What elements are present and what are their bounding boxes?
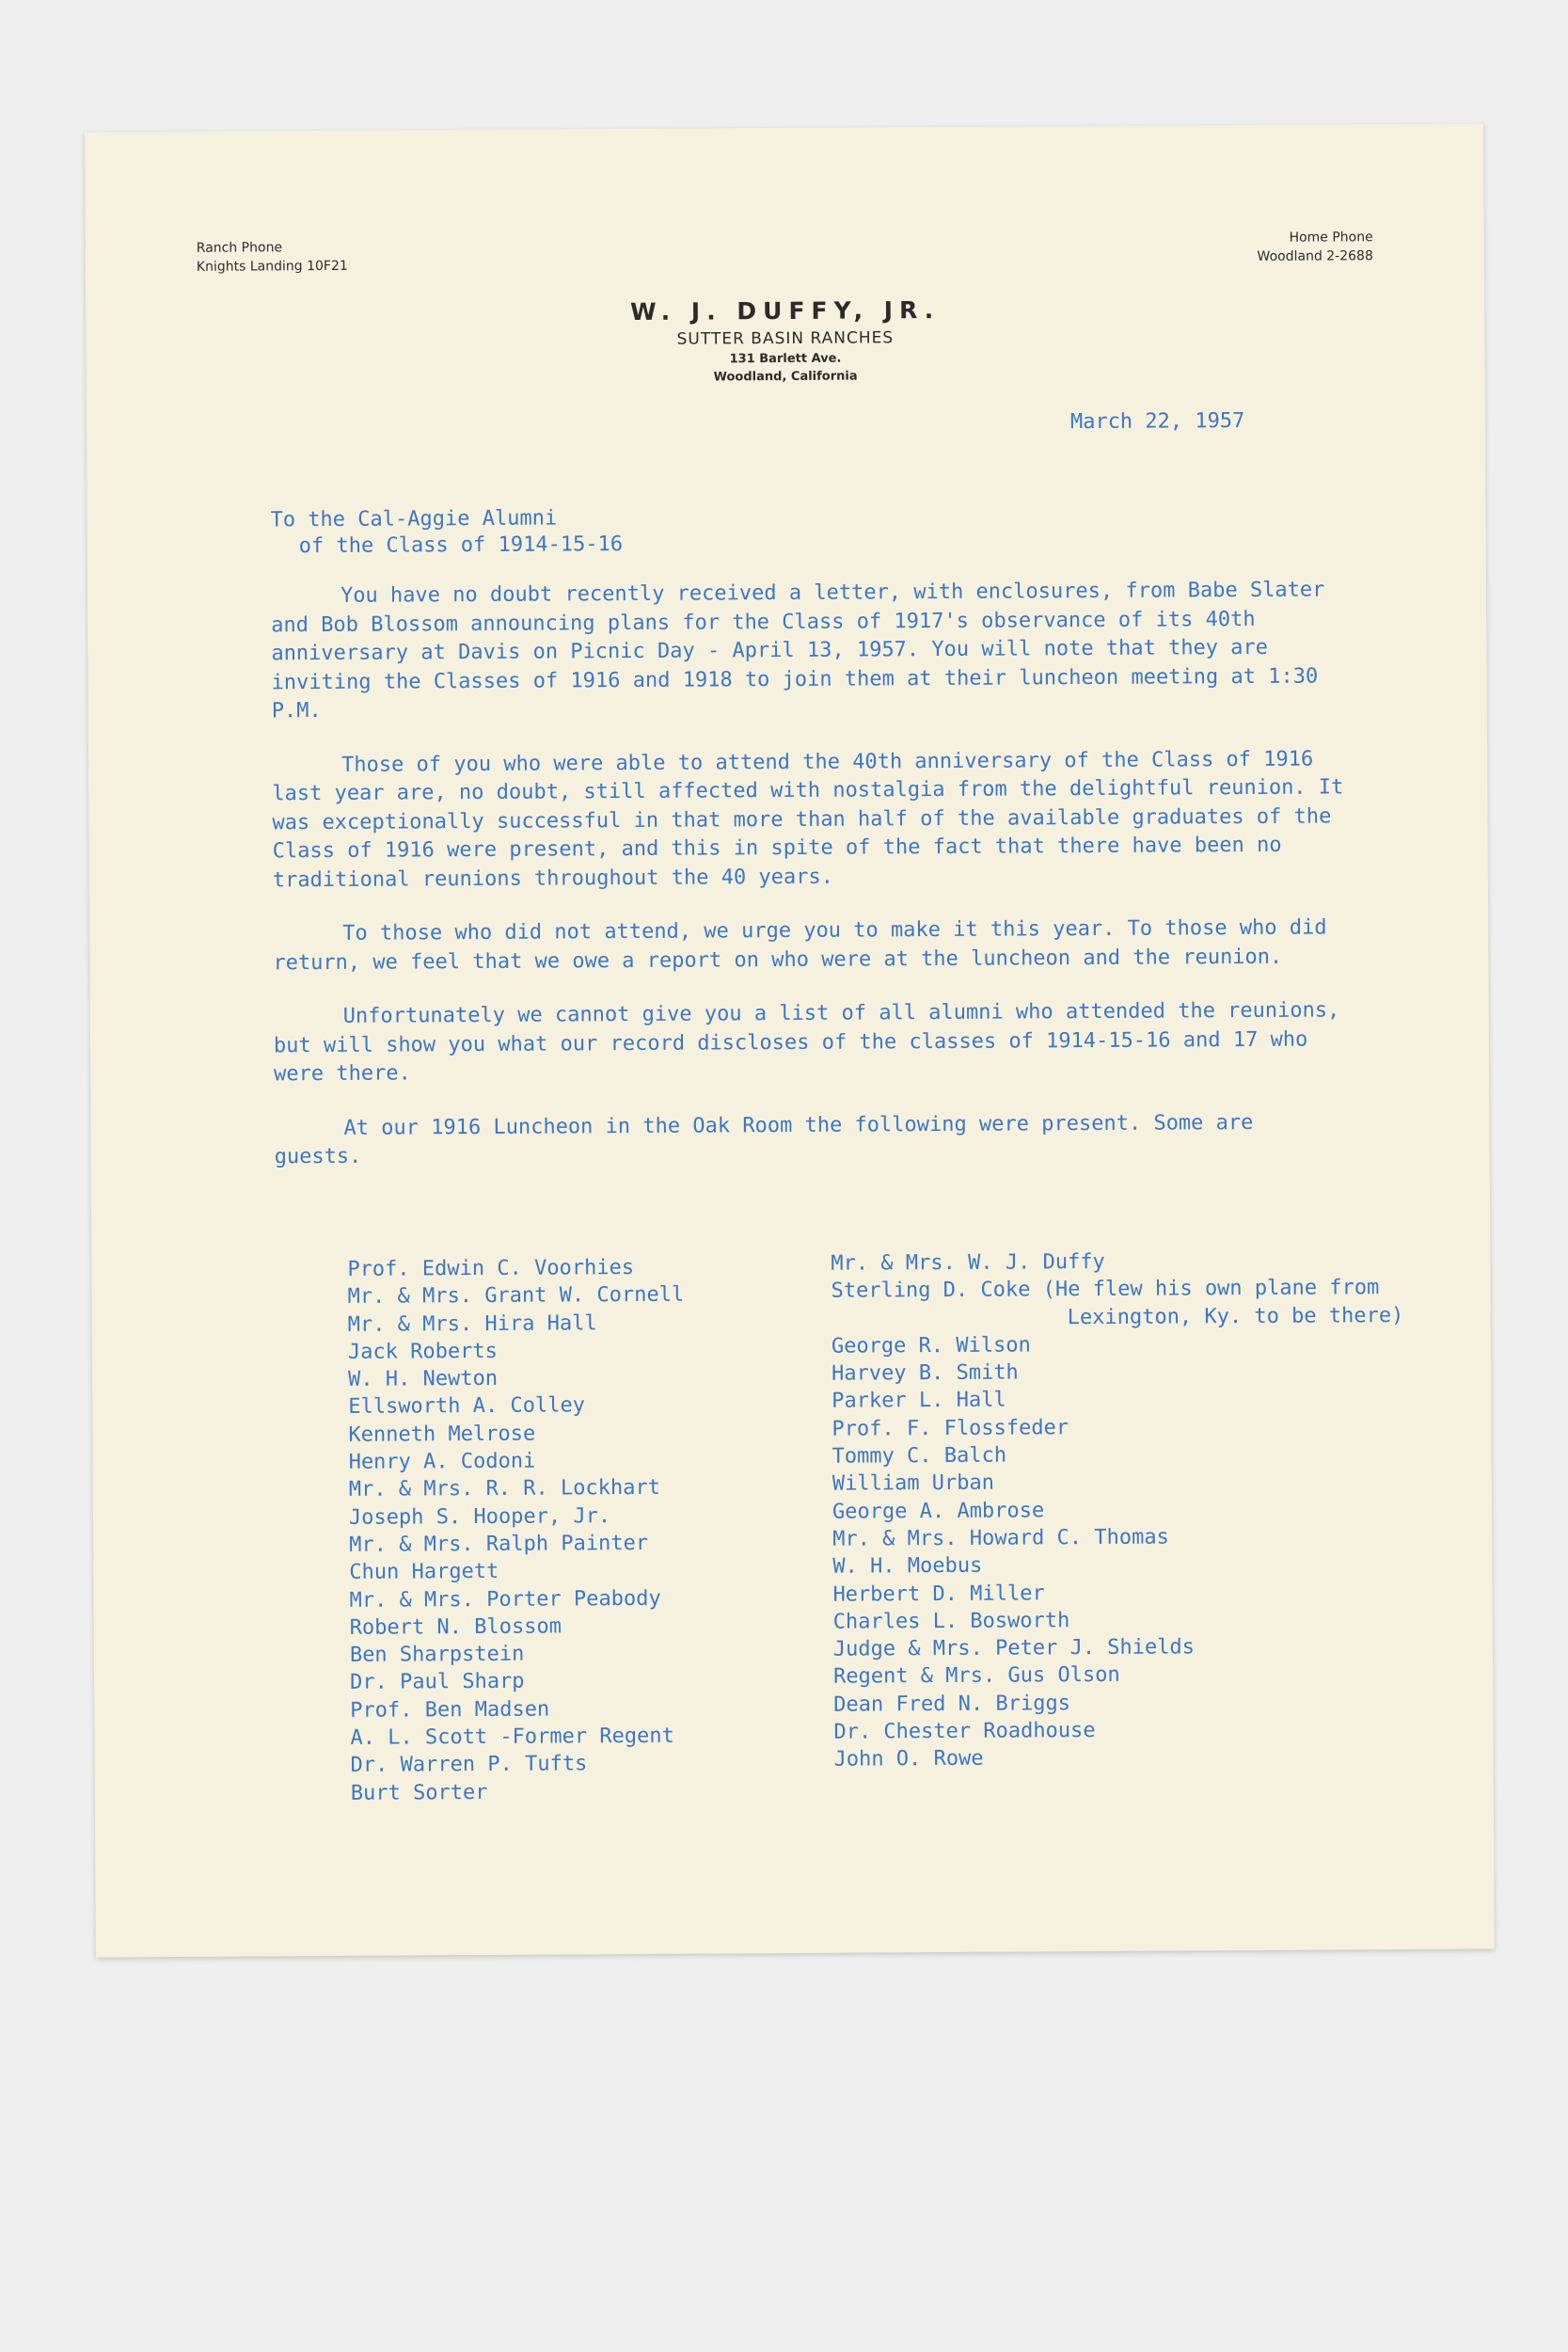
letterhead-company: SUTTER BASIN RANCHES (676, 328, 895, 349)
letter-date: March 22, 1957 (1069, 409, 1245, 435)
attendee: Regent & Mrs. Gus Olson (832, 1663, 1120, 1690)
attendee: George R. Wilson (831, 1333, 1031, 1359)
attendee: Mr. & Mrs. Grant W. Cornell (347, 1282, 685, 1310)
attendee: Charles L. Bosworth (832, 1609, 1070, 1634)
letter-page (85, 123, 1495, 1957)
attendee: Parker L. Hall (832, 1389, 1006, 1414)
attendee: Prof. Ben Madsen (350, 1697, 550, 1723)
attendee: Ben Sharpstein (349, 1642, 525, 1668)
attendee: John O. Rowe (833, 1747, 984, 1772)
attendee: Herbert D. Miller (832, 1581, 1045, 1607)
attendee: Mr. & Mrs. Hira Hall (347, 1311, 597, 1337)
letterhead-city: Woodland, California (713, 369, 858, 385)
home-phone-value: Woodland 2-2688 (1257, 248, 1373, 264)
salutation-line-1: To the Cal-Aggie Alumni (270, 506, 558, 532)
attendee: Mr. & Mrs. R. R. Lockhart (348, 1476, 661, 1502)
attendee: Dr. Chester Roadhouse (833, 1719, 1096, 1744)
home-phone (1257, 228, 1373, 266)
attendee: Mr. & Mrs. W. J. Duffy (831, 1249, 1105, 1276)
ranch-phone (197, 238, 348, 277)
letterhead-name: W. J. DUFFY, JR. (630, 295, 941, 326)
letterhead (86, 291, 1485, 389)
attendee: George A. Ambrose (832, 1499, 1045, 1524)
attendee: Robert N. Blossom (349, 1614, 562, 1640)
attendees-left-column (347, 1254, 687, 1807)
paragraph: Those of you who were able to attend the 40th anniversary of the Class of 1916 last year are, no doubt, still affected with nostalgia from the delightful reunion. It was exceptionally successful in that more than half of the available graduates of the Class of 1916 were present, and this in spite of the fact that there have been no traditional reunions throughout the 40 years. (272, 747, 1344, 892)
paragraph: Unfortunately we cannot give you a list of all alumni who attended the reunions, but will show you what our record discloses of the classes of 1914-15-16 and 17 who were there. (273, 998, 1340, 1087)
paragraph: At our 1916 Luncheon in the Oak Room the following were present. Some are guests. (274, 1110, 1254, 1169)
paragraph: To those who did not attend, we urge you to make it this year. To those who did return, we feel that we owe a report on who were at the luncheon and the reunion. (273, 915, 1327, 975)
ranch-phone-label: Ranch Phone (196, 240, 283, 256)
letterhead-street: 131 Barlett Ave. (729, 351, 842, 367)
attendee: William Urban (832, 1471, 995, 1497)
attendee: Mr. & Mrs. Ralph Painter (349, 1531, 649, 1557)
attendee: Mr. & Mrs. Porter Peabody (349, 1586, 661, 1613)
letter-body (271, 576, 1347, 1197)
attendee: Dr. Warren P. Tufts (350, 1752, 588, 1778)
attendee: Jack Roberts (347, 1339, 498, 1364)
attendee: Chun Hargett (349, 1560, 499, 1585)
attendee: Tommy C. Balch (832, 1443, 1007, 1469)
salutation (270, 505, 623, 560)
attendee: Kenneth Melrose (348, 1422, 536, 1447)
attendee: Dr. Paul Sharp (350, 1670, 525, 1695)
attendee: W. H. Moebus (832, 1554, 983, 1579)
attendee: Dean Fred N. Briggs (833, 1691, 1070, 1717)
attendee: A. L. Scott -Former Regent (350, 1724, 674, 1750)
home-phone-label: Home Phone (1289, 230, 1373, 246)
attendee: Joseph S. Hooper, Jr. (348, 1503, 611, 1530)
attendee: Sterling D. Coke (He flew his own plane from (831, 1276, 1380, 1304)
attendee-note: Lexington, Ky. to be there) (1067, 1303, 1404, 1329)
ranch-phone-value: Knights Landing 10F21 (196, 258, 348, 275)
attendees-right-column (831, 1247, 1406, 1773)
paragraph: You have no doubt recently received a letter, with enclosures, from Babe Slater and Bob Blossom announcing plans for the Class of 1917's observance of its 40th anniversary at Davis on Picnic Day - April 13, 1957. You will note that they are inviting the Classes of 1916 and 1918 to join them at their luncheon meeting at 1:30 P.M. (271, 578, 1325, 723)
attendee: Henry A. Codoni (348, 1449, 536, 1474)
attendee: Prof. F. Flossfeder (832, 1415, 1069, 1441)
attendee: Harvey B. Smith (832, 1360, 1019, 1386)
attendee: Judge & Mrs. Peter J. Shields (832, 1635, 1196, 1661)
attendee: Mr. & Mrs. Howard C. Thomas (832, 1525, 1169, 1551)
salutation-line-2: of the Class of 1914-15-16 (298, 532, 624, 559)
attendee: Burt Sorter (350, 1780, 488, 1805)
attendee: Ellsworth A. Colley (348, 1393, 586, 1420)
attendee: Prof. Edwin C. Voorhies (347, 1255, 635, 1281)
attendee: W. H. Newton (348, 1367, 499, 1392)
